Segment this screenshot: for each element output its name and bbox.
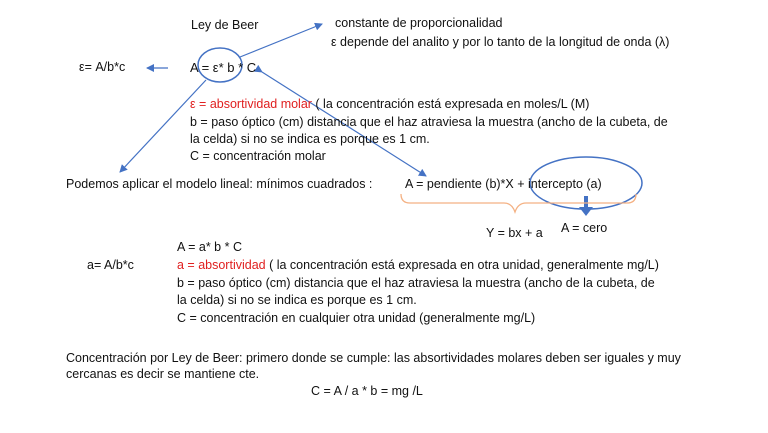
epsilon-term: ε = absortividad molar [190, 97, 312, 111]
bottom-path-length-line-1: b = paso óptico (cm) distancia que el haz atraviesa la muestra (ancho de la cubeta, de [177, 276, 655, 290]
arrow-to-zero-head [579, 207, 593, 216]
molar-concentration-line: C = concentración molar [190, 149, 326, 163]
absorptivity-term: a = absortividad [177, 258, 266, 272]
linear-equation: Y = bx + a [486, 226, 543, 240]
bottom-path-length-line-2: la celda) si no se indica es porque es 1 cm. [177, 293, 417, 307]
epsilon-dependency-note: ε depende del analito y por lo tanto de la longitud de onda (λ) [331, 35, 670, 49]
linear-model-intro: Podemos aplicar el modelo lineal: mínimos cuadrados : [66, 177, 373, 191]
conclusion-line-1: Concentración por Ley de Beer: primero donde se cumple: las absortividades molares deben ser iguales y muy [66, 351, 681, 365]
absorptivity-formula: a= A/b*c [87, 258, 134, 272]
concentration-formula: C = A / a * b = mg /L [311, 384, 423, 398]
epsilon-definition-text: ( la concentración está expresada en moles/L (M) [311, 97, 590, 111]
epsilon-formula: ε= A/b*c [79, 60, 126, 74]
path-length-line-2: la celda) si no se indica es porque es 1 cm. [190, 132, 430, 146]
absorptivity-definition-text: ( la concentración está expresada en otra unidad, generalmente mg/L) [265, 258, 659, 272]
other-unit-concentration-line: C = concentración en cualquier otra unidad (generalmente mg/L) [177, 311, 536, 325]
constant-note: constante de proporcionalidad [335, 16, 503, 30]
slope-term: A = pendiente (b)*X + [405, 177, 525, 191]
conclusion-line-2: cercanas es decir se mantiene cte. [66, 367, 260, 381]
absorptivity-definition [177, 257, 659, 273]
path-length-line-1: b = paso óptico (cm) distancia que el haz atraviesa la muestra (ancho de la cubeta, de [190, 115, 668, 129]
beer-law-title: Ley de Beer [191, 18, 259, 32]
beer-law-equation: A = ε* b * C [190, 60, 257, 75]
intercept-term: intercepto (a) [528, 177, 602, 191]
epsilon-definition [190, 96, 589, 112]
equation-brace [401, 194, 636, 212]
intercept-zero: A = cero [561, 221, 608, 235]
linear-model-equation [405, 176, 602, 192]
absorptivity-equation: A = a* b * C [177, 240, 242, 254]
